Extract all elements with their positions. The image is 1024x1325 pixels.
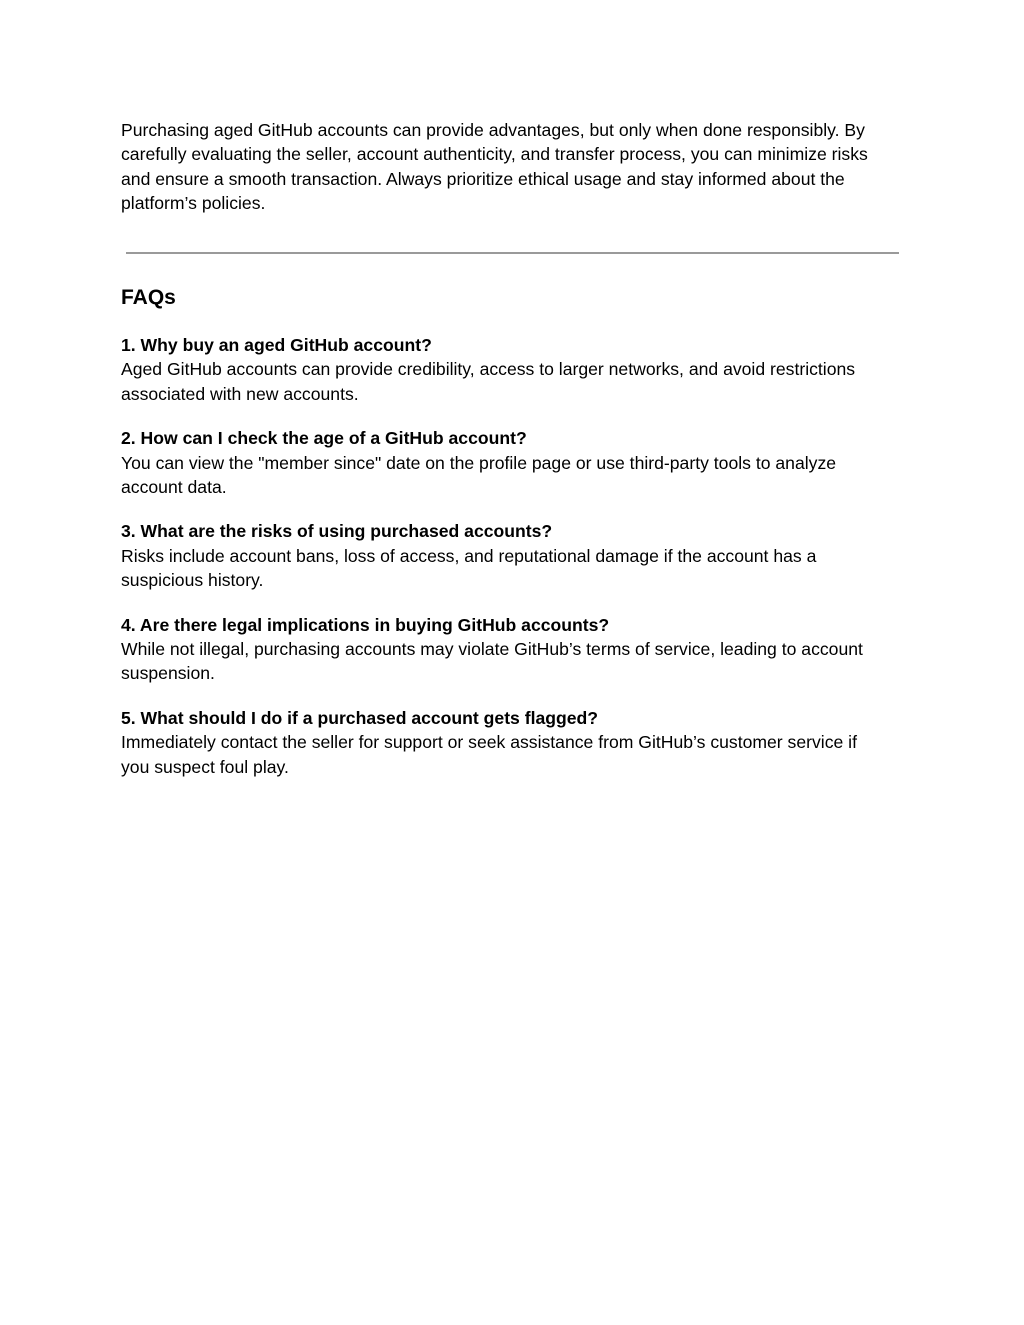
faq-item bbox=[121, 333, 911, 406]
faq-item bbox=[121, 519, 911, 592]
horizontal-divider bbox=[126, 252, 899, 254]
faq-item bbox=[121, 426, 911, 499]
faq-item bbox=[121, 706, 911, 779]
faq-answer: You can view the "member since" date on the profile page or use third-party tools to analyze account data. bbox=[121, 452, 837, 498]
faqs-section bbox=[121, 284, 911, 799]
faq-question: 5. What should I do if a purchased account gets flagged? bbox=[121, 707, 599, 728]
faq-question: 1. Why buy an aged GitHub account? bbox=[121, 335, 432, 355]
faq-question: 2. How can I check the age of a GitHub account? bbox=[121, 428, 527, 449]
faq-answer: Aged GitHub accounts can provide credibility, access to larger networks, and avoid restrictions associated with new accounts. bbox=[121, 359, 856, 404]
faq-question: 3. What are the risks of using purchased accounts? bbox=[121, 521, 553, 542]
faq-answer: While not illegal, purchasing accounts may violate GitHub’s terms of service, leading to account suspension. bbox=[121, 639, 863, 684]
intro-paragraph: Purchasing aged GitHub accounts can provide advantages, but only when done responsibly. By carefully evaluating the seller, account authenticity, and transfer process, you can minimize risks and ensure a smooth transaction. Always prioritize ethical usage and stay informed about the platform’s policies. bbox=[121, 120, 868, 214]
faq-item bbox=[121, 613, 911, 686]
faq-list bbox=[121, 333, 911, 779]
faq-answer: Immediately contact the seller for support or seek assistance from GitHub’s customer service if you suspect foul play. bbox=[121, 732, 857, 777]
intro-section bbox=[121, 118, 911, 216]
faqs-heading: FAQs bbox=[121, 286, 176, 309]
faq-question: 4. Are there legal implications in buying GitHub accounts? bbox=[121, 614, 610, 635]
faq-answer: Risks include account bans, loss of access, and reputational damage if the account has a suspicious history. bbox=[121, 545, 817, 591]
